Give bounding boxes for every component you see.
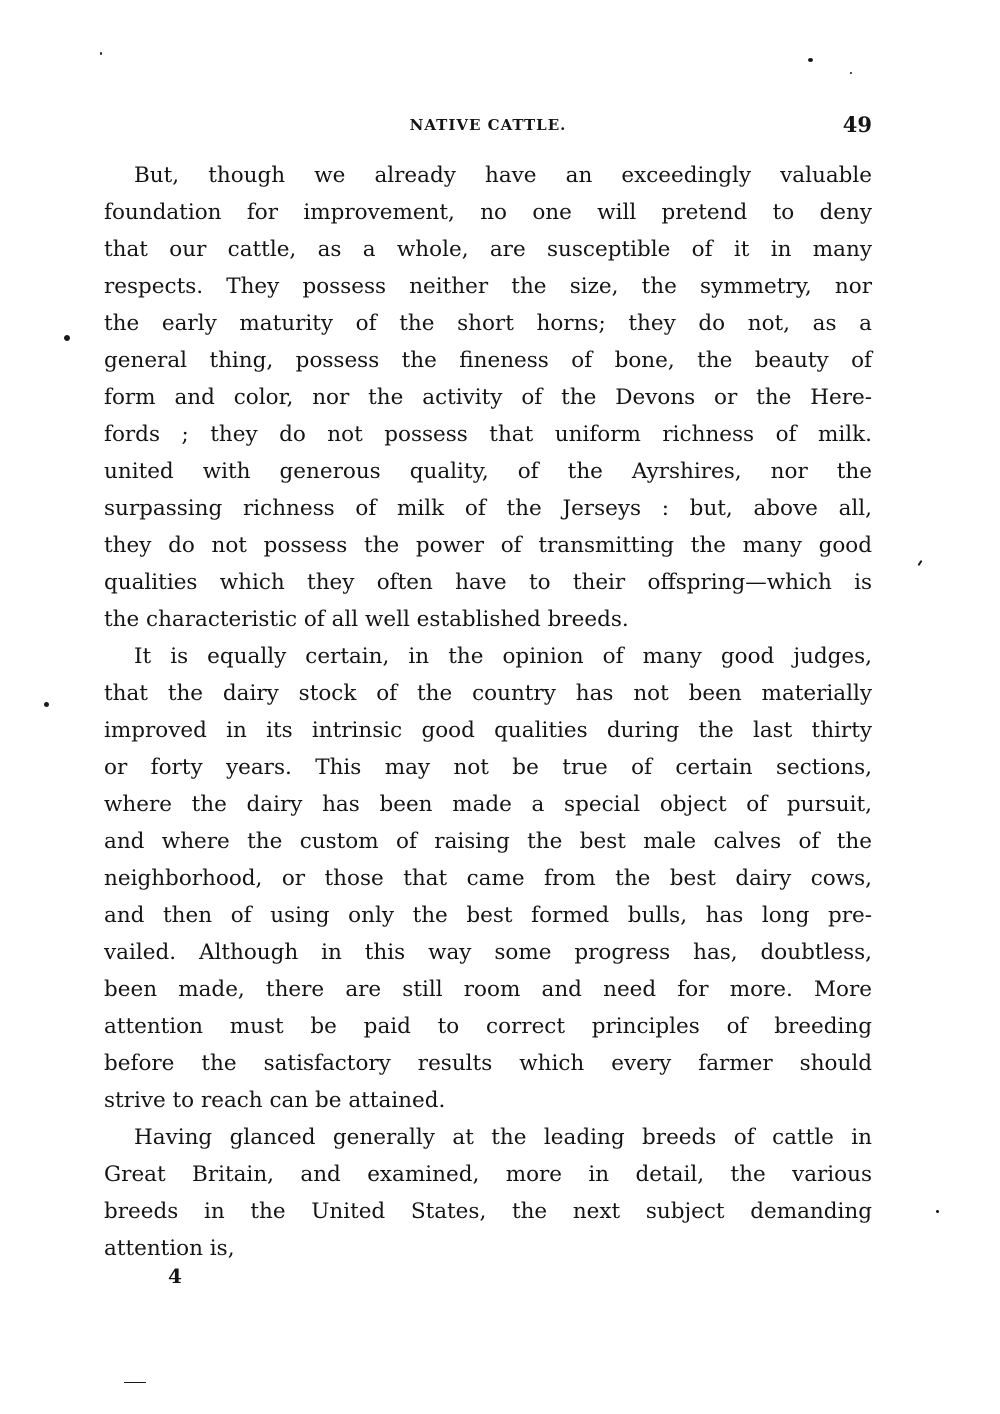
text-line: Having glanced generally at the leading breeds of cattle in [134,1125,872,1150]
text-line: But, though we already have an exceedingly valuable [134,163,872,188]
text-line: the early maturity of the short horns; they do not, as a [104,311,872,336]
scan-speck [850,72,852,74]
text-line: neighborhood, or those that came from the best dairy cows, [104,866,872,891]
text-line: breeds in the United States, the next subject demanding [104,1199,872,1224]
text-line: general thing, possess the fineness of bone, the beauty of [104,348,872,373]
text-line: and then of using only the best formed bulls, has long pre- [104,903,872,928]
text-line: fords ; they do not possess that uniform richness of milk. [104,422,872,447]
text-line: foundation for improvement, no one will pretend to deny [104,200,872,225]
text-line: they do not possess the power of transmitting the many good [104,533,872,558]
text-line: vailed. Although in this way some progress has, doubtless, [104,940,872,965]
scan-speck [44,702,49,707]
page-number: 49 [842,112,872,137]
text-line: before the satisfactory results which every farmer should [104,1051,872,1076]
paragraph-1 [104,157,872,638]
scan-speck [100,52,102,55]
running-title: NATIVE CATTLE. [409,116,567,134]
paragraph-2 [104,638,872,1119]
text-line: strive to reach can be attained. [104,1088,446,1113]
text-line: been made, there are still room and need for more. More [104,977,872,1002]
text-line: respects. They possess neither the size, the symmetry, nor [104,274,872,299]
text-line: qualities which they often have to their offspring—which is [104,570,872,595]
scan-speck [124,1382,146,1383]
text-line: attention must be paid to correct principles of breeding [104,1014,872,1039]
text-line: or forty years. This may not be true of certain sections, [104,755,872,780]
text-line: Great Britain, and examined, more in detail, the various [104,1162,872,1187]
text-line: that our cattle, as a whole, are susceptible of it in many [104,237,872,262]
text-line: united with generous quality, of the Ayrshires, nor the [104,459,872,484]
text-line: surpassing richness of milk of the Jerseys : but, above all, [104,496,872,521]
text-line: attention is, [104,1236,235,1261]
scan-speck [64,335,70,341]
running-head [104,112,872,142]
text-line: the characteristic of all well established breeds. [104,607,629,632]
text-line: It is equally certain, in the opinion of many good judges, [134,644,872,669]
text-line: improved in its intrinsic good qualities during the last thirty [104,718,872,743]
text-line: that the dairy stock of the country has not been materially [104,681,872,706]
text-line: and where the custom of raising the best male calves of the [104,829,872,854]
scan-speck [808,58,813,62]
body-text [104,157,872,1267]
paragraph-3 [104,1119,872,1267]
signature-mark: 4 [168,1264,182,1288]
scan-speck [917,560,922,566]
text-line: form and color, nor the activity of the Devons or the Here- [104,385,872,410]
scan-speck [936,1210,939,1213]
text-line: where the dairy has been made a special object of pursuit, [104,792,872,817]
